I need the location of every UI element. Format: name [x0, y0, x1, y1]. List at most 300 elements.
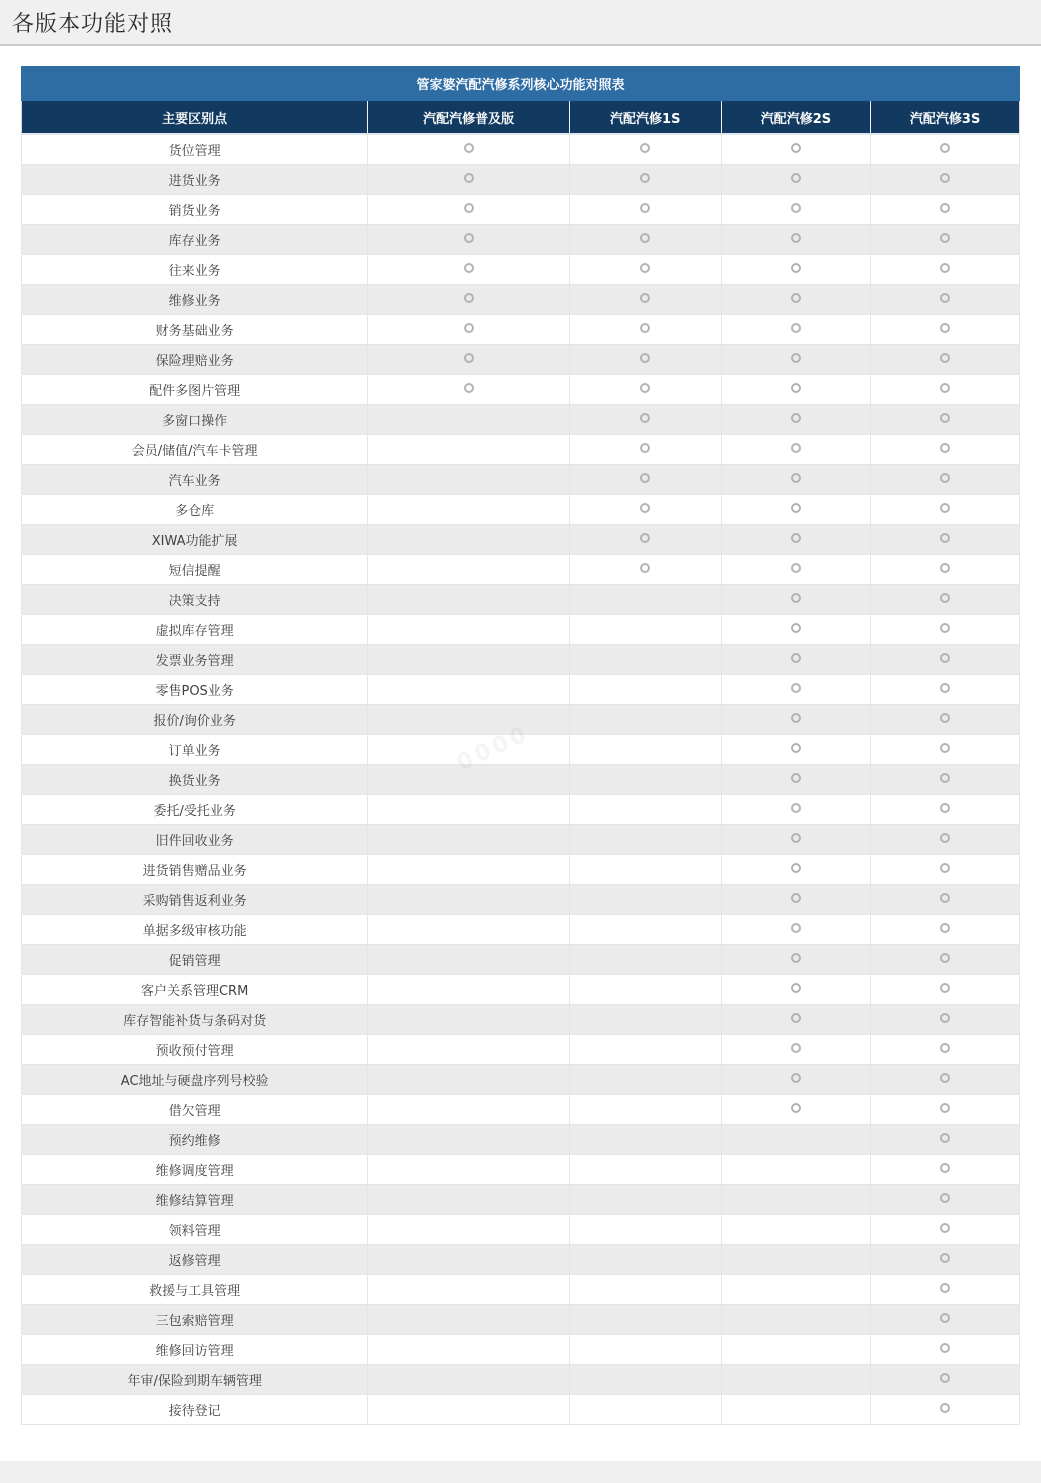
feature-supported-cell: [569, 465, 721, 495]
circle-mark-icon: [940, 593, 950, 603]
table-row: [22, 915, 1020, 945]
feature-label: 进货业务: [22, 165, 368, 195]
circle-mark-icon: [640, 293, 650, 303]
feature-label: 订单业务: [22, 735, 368, 765]
feature-label: 配件多图片管理: [22, 375, 368, 405]
circle-mark-icon: [791, 623, 801, 633]
circle-mark-icon: [791, 203, 801, 213]
feature-unsupported-cell: [368, 765, 570, 795]
feature-label: 委托/受托业务: [22, 795, 368, 825]
feature-supported-cell: [721, 134, 871, 165]
circle-mark-icon: [940, 1043, 950, 1053]
feature-unsupported-cell: [368, 435, 570, 465]
feature-unsupported-cell: [569, 1125, 721, 1155]
feature-unsupported-cell: [569, 945, 721, 975]
feature-label: 财务基础业务: [22, 315, 368, 345]
feature-supported-cell: [569, 134, 721, 165]
feature-unsupported-cell: [368, 615, 570, 645]
circle-mark-icon: [464, 353, 474, 363]
feature-unsupported-cell: [569, 1275, 721, 1305]
table-row: [22, 735, 1020, 765]
feature-unsupported-cell: [368, 1185, 570, 1215]
circle-mark-icon: [940, 773, 950, 783]
feature-supported-cell: [871, 405, 1020, 435]
feature-supported-cell: [721, 825, 871, 855]
feature-label: 借欠管理: [22, 1095, 368, 1125]
feature-label: 单据多级审核功能: [22, 915, 368, 945]
feature-supported-cell: [569, 405, 721, 435]
feature-unsupported-cell: [569, 1005, 721, 1035]
feature-unsupported-cell: [368, 1275, 570, 1305]
feature-label: 决策支持: [22, 585, 368, 615]
circle-mark-icon: [464, 263, 474, 273]
feature-label: AC地址与硬盘序列号校验: [22, 1065, 368, 1095]
table-row: [22, 134, 1020, 165]
table-row: [22, 615, 1020, 645]
feature-supported-cell: [569, 195, 721, 225]
column-header-edition-2s: 汽配汽修2S: [721, 101, 871, 135]
feature-supported-cell: [871, 1335, 1020, 1365]
feature-supported-cell: [871, 885, 1020, 915]
circle-mark-icon: [791, 1013, 801, 1023]
table-row: [22, 1035, 1020, 1065]
circle-mark-icon: [640, 263, 650, 273]
feature-supported-cell: [721, 795, 871, 825]
feature-unsupported-cell: [721, 1155, 871, 1185]
feature-supported-cell: [721, 405, 871, 435]
circle-mark-icon: [791, 563, 801, 573]
circle-mark-icon: [940, 473, 950, 483]
feature-unsupported-cell: [368, 585, 570, 615]
circle-mark-icon: [640, 503, 650, 513]
feature-label: 客户关系管理CRM: [22, 975, 368, 1005]
feature-supported-cell: [871, 1005, 1020, 1035]
circle-mark-icon: [791, 683, 801, 693]
feature-unsupported-cell: [721, 1305, 871, 1335]
table-row: [22, 465, 1020, 495]
feature-unsupported-cell: [368, 915, 570, 945]
feature-supported-cell: [368, 285, 570, 315]
circle-mark-icon: [791, 803, 801, 813]
circle-mark-icon: [940, 803, 950, 813]
feature-supported-cell: [721, 375, 871, 405]
table-row: [22, 855, 1020, 885]
table-row: [22, 795, 1020, 825]
feature-unsupported-cell: [368, 1305, 570, 1335]
feature-supported-cell: [721, 165, 871, 195]
circle-mark-icon: [940, 893, 950, 903]
feature-supported-cell: [871, 825, 1020, 855]
table-row: [22, 1335, 1020, 1365]
circle-mark-icon: [640, 383, 650, 393]
feature-supported-cell: [721, 645, 871, 675]
feature-label: 销货业务: [22, 195, 368, 225]
circle-mark-icon: [791, 503, 801, 513]
feature-supported-cell: [871, 705, 1020, 735]
feature-supported-cell: [871, 1275, 1020, 1305]
column-header-edition-basic: 汽配汽修普及版: [368, 101, 570, 135]
table-row: [22, 555, 1020, 585]
feature-supported-cell: [368, 134, 570, 165]
feature-supported-cell: [871, 1365, 1020, 1395]
feature-supported-cell: [569, 315, 721, 345]
feature-supported-cell: [368, 255, 570, 285]
circle-mark-icon: [464, 383, 474, 393]
table-row: [22, 165, 1020, 195]
feature-unsupported-cell: [569, 705, 721, 735]
feature-label: 维修结算管理: [22, 1185, 368, 1215]
circle-mark-icon: [940, 293, 950, 303]
circle-mark-icon: [940, 743, 950, 753]
circle-mark-icon: [940, 1223, 950, 1233]
feature-supported-cell: [721, 195, 871, 225]
circle-mark-icon: [464, 293, 474, 303]
table-row: [22, 825, 1020, 855]
table-row: [22, 765, 1020, 795]
feature-supported-cell: [721, 675, 871, 705]
feature-supported-cell: [721, 555, 871, 585]
feature-unsupported-cell: [569, 735, 721, 765]
feature-supported-cell: [721, 885, 871, 915]
table-row: [22, 495, 1020, 525]
feature-label: 预收预付管理: [22, 1035, 368, 1065]
feature-unsupported-cell: [569, 915, 721, 945]
feature-unsupported-cell: [721, 1125, 871, 1155]
feature-label: 多窗口操作: [22, 405, 368, 435]
circle-mark-icon: [791, 383, 801, 393]
table-row: [22, 645, 1020, 675]
feature-supported-cell: [721, 1035, 871, 1065]
circle-mark-icon: [791, 773, 801, 783]
table-row: [22, 315, 1020, 345]
circle-mark-icon: [791, 593, 801, 603]
table-row: [22, 195, 1020, 225]
feature-label: 预约维修: [22, 1125, 368, 1155]
page-title: 各版本功能对照: [12, 11, 174, 37]
feature-label: 保险理赔业务: [22, 345, 368, 375]
feature-supported-cell: [569, 285, 721, 315]
feature-supported-cell: [721, 225, 871, 255]
circle-mark-icon: [464, 323, 474, 333]
feature-unsupported-cell: [569, 1035, 721, 1065]
feature-label: 进货销售赠品业务: [22, 855, 368, 885]
circle-mark-icon: [464, 203, 474, 213]
circle-mark-icon: [940, 1163, 950, 1173]
feature-supported-cell: [871, 1305, 1020, 1335]
feature-unsupported-cell: [569, 675, 721, 705]
feature-label: 货位管理: [22, 134, 368, 165]
circle-mark-icon: [640, 143, 650, 153]
feature-label: 旧件回收业务: [22, 825, 368, 855]
feature-unsupported-cell: [569, 975, 721, 1005]
circle-mark-icon: [940, 263, 950, 273]
feature-supported-cell: [871, 735, 1020, 765]
feature-unsupported-cell: [721, 1185, 871, 1215]
feature-unsupported-cell: [368, 975, 570, 1005]
circle-mark-icon: [791, 263, 801, 273]
circle-mark-icon: [640, 443, 650, 453]
table-row: [22, 1305, 1020, 1335]
circle-mark-icon: [940, 923, 950, 933]
feature-unsupported-cell: [721, 1395, 871, 1425]
feature-unsupported-cell: [368, 1125, 570, 1155]
feature-label: 发票业务管理: [22, 645, 368, 675]
circle-mark-icon: [640, 473, 650, 483]
circle-mark-icon: [940, 1133, 950, 1143]
circle-mark-icon: [940, 1013, 950, 1023]
circle-mark-icon: [791, 863, 801, 873]
feature-unsupported-cell: [368, 555, 570, 585]
feature-supported-cell: [368, 315, 570, 345]
feature-unsupported-cell: [368, 1215, 570, 1245]
feature-supported-cell: [569, 525, 721, 555]
circle-mark-icon: [640, 413, 650, 423]
feature-label: 会员/储值/汽车卡管理: [22, 435, 368, 465]
circle-mark-icon: [640, 233, 650, 243]
circle-mark-icon: [940, 653, 950, 663]
feature-supported-cell: [871, 1215, 1020, 1245]
feature-label: 接待登记: [22, 1395, 368, 1425]
table-title: 管家婆汽配汽修系列核心功能对照表: [22, 67, 1020, 101]
feature-supported-cell: [871, 975, 1020, 1005]
feature-supported-cell: [871, 435, 1020, 465]
circle-mark-icon: [940, 1193, 950, 1203]
feature-supported-cell: [721, 585, 871, 615]
feature-supported-cell: [871, 645, 1020, 675]
feature-unsupported-cell: [368, 1335, 570, 1365]
feature-supported-cell: [871, 1125, 1020, 1155]
feature-unsupported-cell: [721, 1365, 871, 1395]
feature-supported-cell: [721, 495, 871, 525]
feature-compare-table: [21, 66, 1020, 1425]
circle-mark-icon: [940, 413, 950, 423]
feature-supported-cell: [721, 855, 871, 885]
feature-supported-cell: [721, 255, 871, 285]
table-row: [22, 435, 1020, 465]
feature-label: 促销管理: [22, 945, 368, 975]
circle-mark-icon: [940, 1103, 950, 1113]
feature-supported-cell: [721, 285, 871, 315]
circle-mark-icon: [464, 173, 474, 183]
table-row: [22, 285, 1020, 315]
circle-mark-icon: [940, 503, 950, 513]
table-row: [22, 705, 1020, 735]
feature-supported-cell: [871, 615, 1020, 645]
circle-mark-icon: [791, 893, 801, 903]
circle-mark-icon: [940, 1313, 950, 1323]
feature-unsupported-cell: [368, 525, 570, 555]
feature-unsupported-cell: [569, 645, 721, 675]
feature-supported-cell: [871, 1035, 1020, 1065]
feature-unsupported-cell: [569, 1215, 721, 1245]
feature-supported-cell: [569, 495, 721, 525]
circle-mark-icon: [940, 713, 950, 723]
feature-supported-cell: [721, 765, 871, 795]
table-row: [22, 885, 1020, 915]
circle-mark-icon: [791, 743, 801, 753]
circle-mark-icon: [940, 533, 950, 543]
circle-mark-icon: [464, 233, 474, 243]
feature-unsupported-cell: [569, 1245, 721, 1275]
feature-supported-cell: [871, 1065, 1020, 1095]
feature-unsupported-cell: [368, 1245, 570, 1275]
feature-label: XIWA功能扩展: [22, 525, 368, 555]
feature-supported-cell: [871, 915, 1020, 945]
feature-label: 库存业务: [22, 225, 368, 255]
column-header-edition-1s: 汽配汽修1S: [569, 101, 721, 135]
feature-supported-cell: [871, 555, 1020, 585]
feature-label: 换货业务: [22, 765, 368, 795]
feature-supported-cell: [721, 1095, 871, 1125]
content-area: [0, 46, 1041, 1461]
feature-supported-cell: [871, 134, 1020, 165]
feature-unsupported-cell: [569, 1365, 721, 1395]
table-title-row: [22, 67, 1020, 101]
circle-mark-icon: [791, 653, 801, 663]
circle-mark-icon: [940, 203, 950, 213]
feature-supported-cell: [871, 315, 1020, 345]
feature-supported-cell: [721, 1065, 871, 1095]
feature-unsupported-cell: [569, 765, 721, 795]
table-row: [22, 975, 1020, 1005]
circle-mark-icon: [640, 323, 650, 333]
feature-unsupported-cell: [368, 735, 570, 765]
circle-mark-icon: [791, 413, 801, 423]
table-row: [22, 345, 1020, 375]
circle-mark-icon: [791, 233, 801, 243]
feature-supported-cell: [721, 525, 871, 555]
feature-supported-cell: [368, 165, 570, 195]
feature-supported-cell: [569, 255, 721, 285]
feature-label: 汽车业务: [22, 465, 368, 495]
feature-label: 短信提醒: [22, 555, 368, 585]
feature-unsupported-cell: [368, 1035, 570, 1065]
feature-unsupported-cell: [368, 645, 570, 675]
feature-supported-cell: [569, 345, 721, 375]
circle-mark-icon: [791, 293, 801, 303]
circle-mark-icon: [940, 143, 950, 153]
feature-supported-cell: [871, 1095, 1020, 1125]
circle-mark-icon: [791, 1103, 801, 1113]
feature-supported-cell: [721, 435, 871, 465]
feature-label: 库存智能补货与条码对货: [22, 1005, 368, 1035]
circle-mark-icon: [464, 143, 474, 153]
feature-unsupported-cell: [368, 1365, 570, 1395]
feature-unsupported-cell: [569, 1185, 721, 1215]
feature-supported-cell: [871, 765, 1020, 795]
feature-supported-cell: [569, 555, 721, 585]
feature-supported-cell: [721, 615, 871, 645]
circle-mark-icon: [940, 323, 950, 333]
feature-unsupported-cell: [368, 825, 570, 855]
feature-unsupported-cell: [569, 1065, 721, 1095]
circle-mark-icon: [940, 983, 950, 993]
feature-unsupported-cell: [569, 855, 721, 885]
circle-mark-icon: [640, 353, 650, 363]
feature-label: 领料管理: [22, 1215, 368, 1245]
circle-mark-icon: [640, 173, 650, 183]
circle-mark-icon: [791, 713, 801, 723]
feature-label: 维修业务: [22, 285, 368, 315]
feature-supported-cell: [569, 435, 721, 465]
circle-mark-icon: [940, 1403, 950, 1413]
table-row: [22, 1185, 1020, 1215]
table-row: [22, 1095, 1020, 1125]
table-row: [22, 1125, 1020, 1155]
circle-mark-icon: [940, 623, 950, 633]
feature-unsupported-cell: [368, 885, 570, 915]
feature-supported-cell: [871, 165, 1020, 195]
feature-supported-cell: [871, 225, 1020, 255]
feature-supported-cell: [871, 855, 1020, 885]
feature-table-body: [22, 134, 1020, 1425]
feature-label: 维修调度管理: [22, 1155, 368, 1185]
circle-mark-icon: [640, 533, 650, 543]
circle-mark-icon: [940, 383, 950, 393]
circle-mark-icon: [940, 1343, 950, 1353]
feature-unsupported-cell: [569, 615, 721, 645]
table-row: [22, 1005, 1020, 1035]
table-row: [22, 1215, 1020, 1245]
feature-label: 虚拟库存管理: [22, 615, 368, 645]
feature-supported-cell: [721, 345, 871, 375]
circle-mark-icon: [791, 533, 801, 543]
feature-unsupported-cell: [368, 1005, 570, 1035]
feature-supported-cell: [871, 945, 1020, 975]
circle-mark-icon: [940, 1253, 950, 1263]
feature-supported-cell: [368, 375, 570, 405]
feature-supported-cell: [569, 225, 721, 255]
feature-unsupported-cell: [368, 705, 570, 735]
column-header-feature: 主要区别点: [22, 101, 368, 135]
circle-mark-icon: [791, 173, 801, 183]
circle-mark-icon: [940, 443, 950, 453]
table-row: [22, 1245, 1020, 1275]
feature-unsupported-cell: [368, 1065, 570, 1095]
feature-label: 报价/询价业务: [22, 705, 368, 735]
circle-mark-icon: [940, 563, 950, 573]
feature-supported-cell: [871, 195, 1020, 225]
feature-label: 维修回访管理: [22, 1335, 368, 1365]
feature-unsupported-cell: [569, 1305, 721, 1335]
table-row: [22, 945, 1020, 975]
feature-supported-cell: [871, 1395, 1020, 1425]
feature-supported-cell: [368, 225, 570, 255]
feature-supported-cell: [721, 705, 871, 735]
table-row: [22, 375, 1020, 405]
feature-unsupported-cell: [368, 405, 570, 435]
circle-mark-icon: [940, 683, 950, 693]
feature-unsupported-cell: [368, 1155, 570, 1185]
feature-unsupported-cell: [569, 1395, 721, 1425]
circle-mark-icon: [940, 173, 950, 183]
feature-supported-cell: [721, 315, 871, 345]
feature-supported-cell: [721, 945, 871, 975]
feature-unsupported-cell: [569, 1155, 721, 1185]
feature-unsupported-cell: [368, 1095, 570, 1125]
feature-supported-cell: [721, 735, 871, 765]
feature-supported-cell: [721, 465, 871, 495]
feature-unsupported-cell: [368, 855, 570, 885]
feature-unsupported-cell: [569, 1335, 721, 1365]
column-header-row: [22, 101, 1020, 135]
feature-unsupported-cell: [569, 885, 721, 915]
feature-supported-cell: [368, 345, 570, 375]
feature-supported-cell: [871, 465, 1020, 495]
circle-mark-icon: [940, 1073, 950, 1083]
table-row: [22, 225, 1020, 255]
column-header-edition-3s: 汽配汽修3S: [871, 101, 1020, 135]
